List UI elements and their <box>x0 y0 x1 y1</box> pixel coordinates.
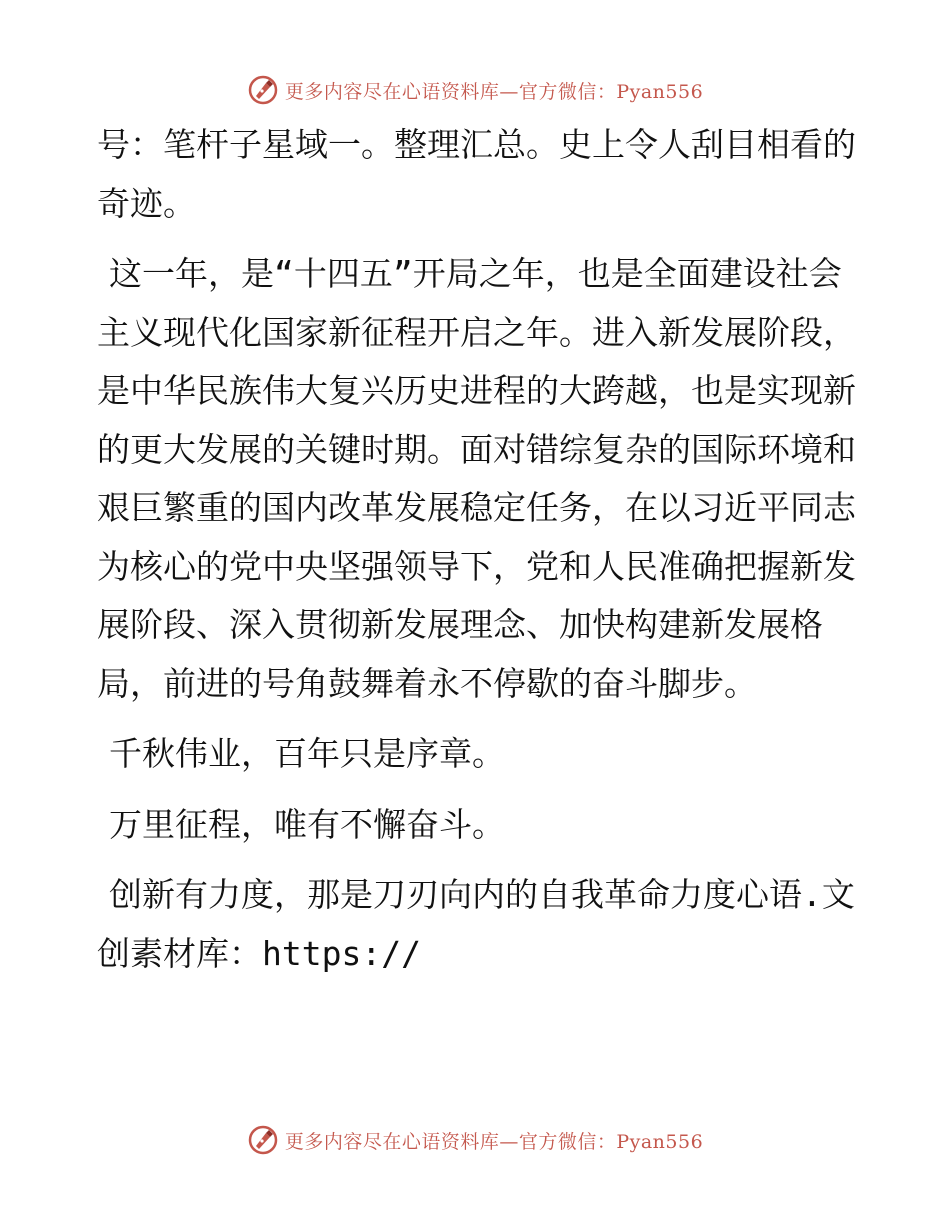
paragraph: 万里征程，唯有不懈奋斗。 <box>109 804 505 844</box>
paragraph: 这一年，是“十四五”开局之年，也是全面建设社会主义现代化国家新征程开启之年。进入新发展阶段，是中华民族伟大复兴历史进程的大跨越，也是实现新的更大发展的关键时期。面对错综复杂的国际环境和艰巨繁重的国内改革发展稳定任务，在以习近平同志为核心的党中央坚强领导下，党和人民准确把握新发展阶段、深入贯彻新发展理念、加快构建新发展格局，前进的号角鼓舞着永不停歇的奋斗脚步。 <box>97 254 856 703</box>
header-banner <box>0 70 950 110</box>
document-body <box>97 116 857 983</box>
paragraph: 号：笔杆子星域一。整理汇总。史上令人刮目相看的奇迹。 <box>97 125 856 223</box>
paragraph: 创新有力度，那是刀刃向内的自我革命力度心语.文创素材库：https:// <box>97 875 855 973</box>
pen-nib-logo-icon <box>247 74 279 106</box>
header-banner-text: 更多内容尽在心语资料库—官方微信：Pyan556 <box>284 80 704 103</box>
footer-banner-text: 更多内容尽在心语资料库—官方微信：Pyan556 <box>284 1130 704 1153</box>
paragraph: 千秋伟业，百年只是序章。 <box>109 734 505 773</box>
footer-banner <box>0 1120 950 1160</box>
pen-nib-logo-icon <box>247 1124 279 1156</box>
